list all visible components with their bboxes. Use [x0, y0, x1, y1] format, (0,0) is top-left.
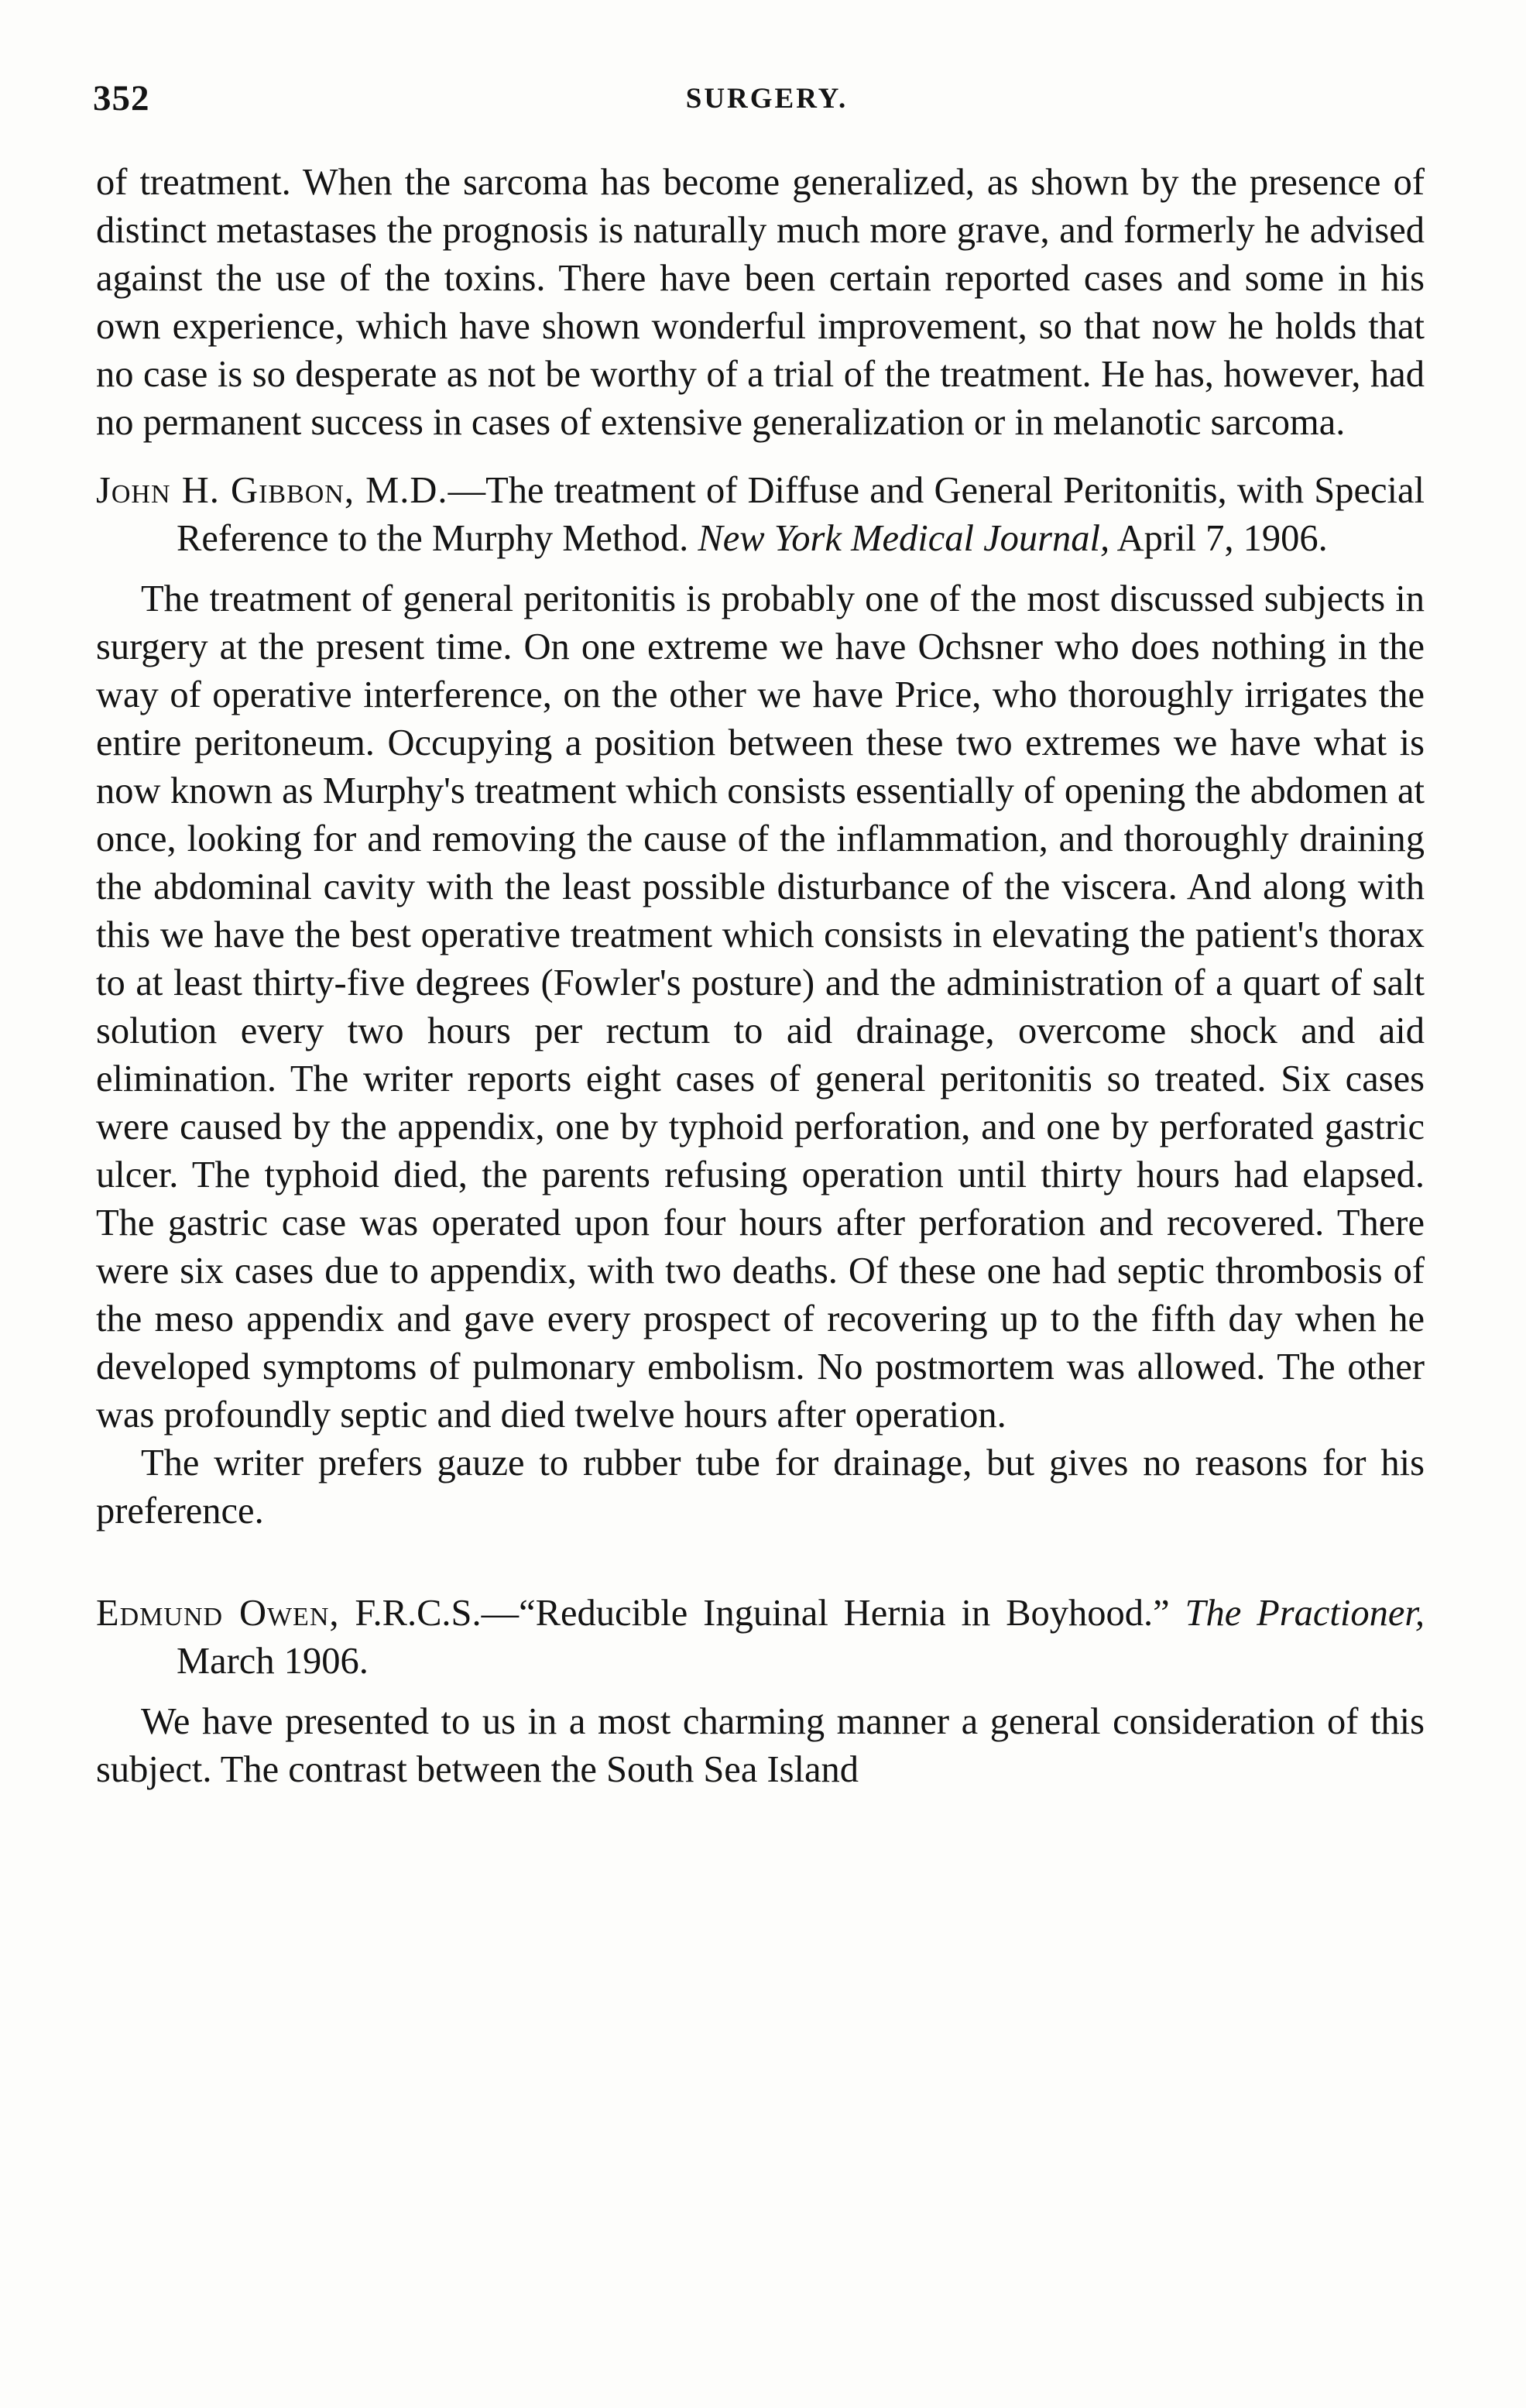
citation-date: April 7, 1906. [1116, 518, 1328, 559]
section-spacer [96, 1535, 1425, 1569]
citation-journal: The Practioner, [1185, 1593, 1425, 1634]
page-body [96, 159, 1425, 1794]
paragraph-hernia-intro: We have presented to us in a most charming manner a general consideration of this subject. The contrast between the South Sea Island [96, 1701, 1425, 1790]
paragraph-drainage-preference: The writer prefers gauze to rubber tube for drainage, but gives no reasons for his preference. [96, 1442, 1425, 1532]
citation-gibbon [96, 467, 1425, 563]
citation-journal: New York Medical Journal, [698, 518, 1110, 559]
page-number: 352 [93, 78, 150, 118]
citation-title: —The treatment of Diffuse and General Peritonitis, with Special Reference to the Murphy Method. [177, 470, 1425, 559]
citation-owen [96, 1590, 1425, 1686]
page-header [93, 77, 1441, 124]
running-head: SURGERY. [685, 83, 849, 115]
paragraph-peritonitis: The treatment of general peritonitis is probably one of the most discussed subjects in surgery at the present time. On one extreme we have Ochsner who does nothing in the way of operative interference, on the other we have Price, who thoroughly irrigates the entire peritoneum. Occupying a position between these two extremes we have what is now known as Murphy's treatment which consists essentially of opening the abdomen at once, looking for and removing the cause of the inflammation, and thoroughly draining the abdominal cavity with the least possible disturbance of the viscera. And along with this we have the best operative treatment which consists in elevating the patient's thorax to at least thirty-five degrees (Fowler's posture) and the administration of a quart of salt solution every two hours per rectum to aid drainage, overcome shock and aid elimination. The writer reports eight cases of general peritonitis so treated. Six cases were caused by the appendix, one by typhoid perforation, and one by perforated gastric ulcer. The typhoid died, the parents refusing operation until thirty hours had elapsed. The gastric case was operated upon four hours after perforation and recovered. There were six cases due to appendix, with two deaths. Of these one had septic thrombosis of the meso appendix and gave every prospect of recovering up to the fifth day when he developed symptoms of pulmonary embolism. No postmortem was allowed. The other was profoundly septic and died twelve hours after operation. [96, 578, 1425, 1436]
citation-date: March 1906. [177, 1641, 369, 1682]
paragraph-sarcoma-toxins: of treatment. When the sarcoma has become generalized, as shown by the presence of distinct metastases the prognosis is naturally much more grave, and formerly he advised against the use of the toxins. There have been certain reported cases and some in his own experience, which have shown wonderful improvement, so that now he holds that no case is so desperate as not be worthy of a trial of the treatment. He has, however, had no permanent success in cases of extensive generalization or in melanotic sarcoma. [96, 162, 1425, 443]
citation-title: F.R.C.S.—“Reducible Inguinal Hernia in Boyhood.” [355, 1593, 1170, 1634]
citation-author: Edmund Owen, [96, 1593, 340, 1634]
citation-author: John H. Gibbon, M.D. [96, 470, 448, 511]
